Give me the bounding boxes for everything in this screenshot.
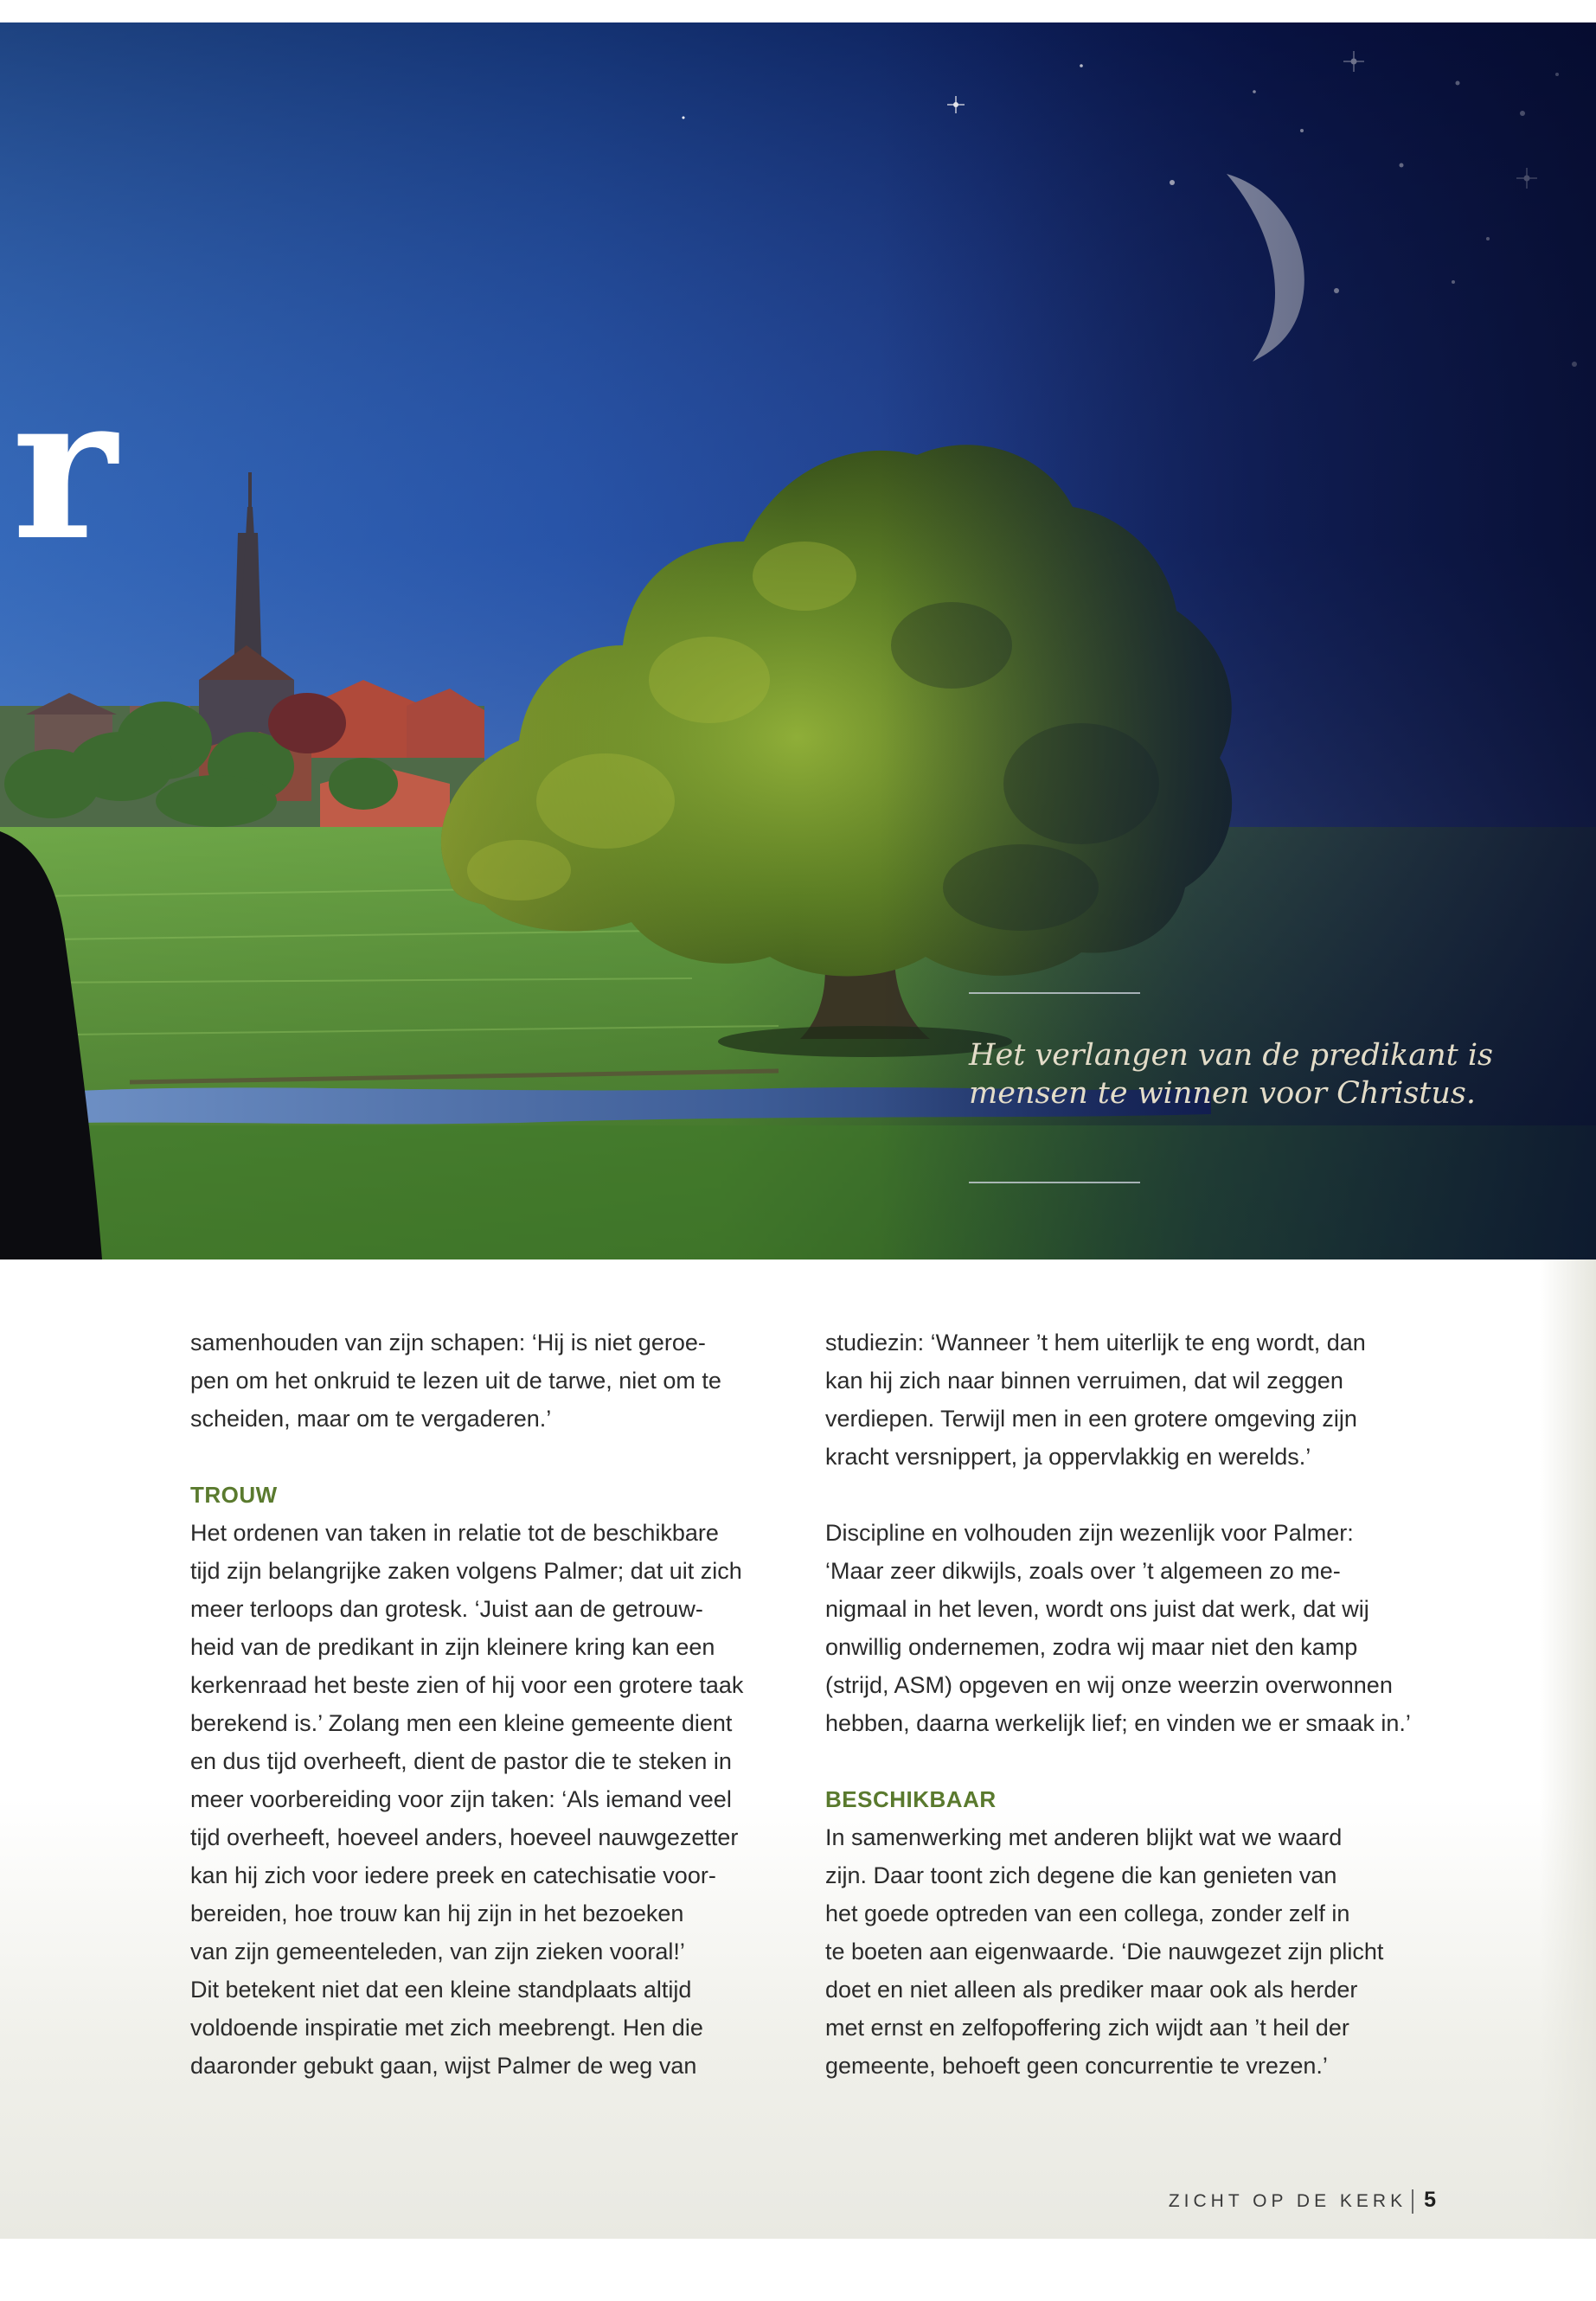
section-heading-beschikbaar: BESCHIKBAAR xyxy=(825,1786,997,1812)
body-line: tijd zijn belangrijke zaken volgens Palmer; dat uit zich xyxy=(190,1558,742,1584)
body-line: (strijd, ASM) opgeven en wij onze weerzin overwonnen xyxy=(825,1672,1393,1698)
body-line: hebben, daarna werkelijk lief; en vinden we er smaak in.’ xyxy=(825,1710,1411,1736)
body-line: voldoende inspiratie met zich meebrengt. Hen die xyxy=(190,2015,703,2041)
body-line: het goede optreden van een collega, zonder zelf in xyxy=(825,1900,1350,1926)
body-line: pen om het onkruid te lezen uit de tarwe, niet om te xyxy=(190,1368,721,1394)
page-footer xyxy=(1169,2184,1436,2217)
body-line: meer terloops dan grotesk. ‘Juist aan de getrouw- xyxy=(190,1596,703,1622)
body-line: te boeten aan eigenwaarde. ‘Die nauwgezet zijn plicht xyxy=(825,1939,1384,1965)
caption-rule-top xyxy=(969,992,1140,994)
body-line: kerkenraad het beste zien of hij voor een grotere taak xyxy=(190,1672,744,1698)
body-line: Dit betekent niet dat een kleine standplaats altijd xyxy=(190,1977,692,2003)
body-line: kan hij zich naar binnen verruimen, dat wil zeggen xyxy=(825,1368,1343,1394)
hero-photo xyxy=(0,22,1596,1259)
body-line: zijn. Daar toont zich degene die kan genieten van xyxy=(825,1862,1337,1888)
caption-rule-bottom xyxy=(969,1182,1140,1183)
page-edge-shadow xyxy=(1540,1259,1596,2239)
body-line: scheiden, maar om te vergaderen.’ xyxy=(190,1406,552,1432)
body-line: doet en niet alleen als prediker maar ook als herder xyxy=(825,1977,1358,2003)
body-line: met ernst en zelfopoffering zich wijdt aan ’t heil der xyxy=(825,2015,1349,2041)
body-line: meer voorbereiding voor zijn taken: ‘Als iemand veel xyxy=(190,1786,732,1812)
body-line: daaronder gebukt gaan, wijst Palmer de weg van xyxy=(190,2053,697,2079)
body-line: ‘Maar zeer dikwijls, zoals over ’t algemeen zo me- xyxy=(825,1558,1341,1584)
magazine-title: ZICHT OP DE KERK xyxy=(1168,2191,1407,2211)
body-line: tijd overheeft, hoeveel anders, hoeveel nauwgezetter xyxy=(190,1824,739,1850)
section-heading-trouw: TROUW xyxy=(190,1482,278,1508)
caption-line: Het verlangen van de predikant is xyxy=(969,1038,1493,1073)
photo-caption xyxy=(969,1036,1522,1112)
body-line: en dus tijd overheeft, dient de pastor die te steken in xyxy=(190,1748,732,1774)
body-line: Discipline en volhouden zijn wezenlijk voor Palmer: xyxy=(825,1520,1354,1546)
caption-line: mensen te winnen voor Christus. xyxy=(969,1076,1476,1111)
body-line: berekend is.’ Zolang men een kleine gemeente dient xyxy=(190,1710,733,1736)
page-bottom-margin xyxy=(0,2239,1596,2301)
left-text-column xyxy=(190,1324,779,2085)
body-line: van zijn gemeenteleden, van zijn zieken vooral!’ xyxy=(190,1939,685,1965)
footer-divider xyxy=(1412,2189,1413,2214)
page-number: 5 xyxy=(1424,2188,1436,2212)
body-line: gemeente, behoeft geen concurrentie te vrezen.’ xyxy=(825,2053,1328,2079)
page-top-margin xyxy=(0,0,1596,22)
right-text-column xyxy=(825,1324,1413,2085)
body-line: onwillig ondernemen, zodra wij maar niet den kamp xyxy=(825,1634,1358,1660)
body-line: samenhouden van zijn schapen: ‘Hij is niet geroe- xyxy=(190,1330,706,1356)
body-line: kan hij zich voor iedere preek en catechisatie voor- xyxy=(190,1862,716,1888)
body-line: Het ordenen van taken in relatie tot de beschikbare xyxy=(190,1520,719,1546)
body-line: nigmaal in het leven, wordt ons juist dat werk, dat wij xyxy=(825,1596,1369,1622)
body-line: studiezin: ‘Wanneer ’t hem uiterlijk te eng wordt, dan xyxy=(825,1330,1366,1356)
body-line: verdiepen. Terwijl men in een grotere omgeving zijn xyxy=(825,1406,1357,1432)
body-line: heid van de predikant in zijn kleinere kring kan een xyxy=(190,1634,715,1660)
body-line: In samenwerking met anderen blijkt wat we waard xyxy=(825,1824,1343,1850)
body-line: bereiden, hoe trouw kan hij zijn in het bezoeken xyxy=(190,1900,684,1926)
drop-cap-letter: r xyxy=(12,351,118,585)
body-line: kracht versnippert, ja oppervlakkig en werelds.’ xyxy=(825,1444,1311,1470)
